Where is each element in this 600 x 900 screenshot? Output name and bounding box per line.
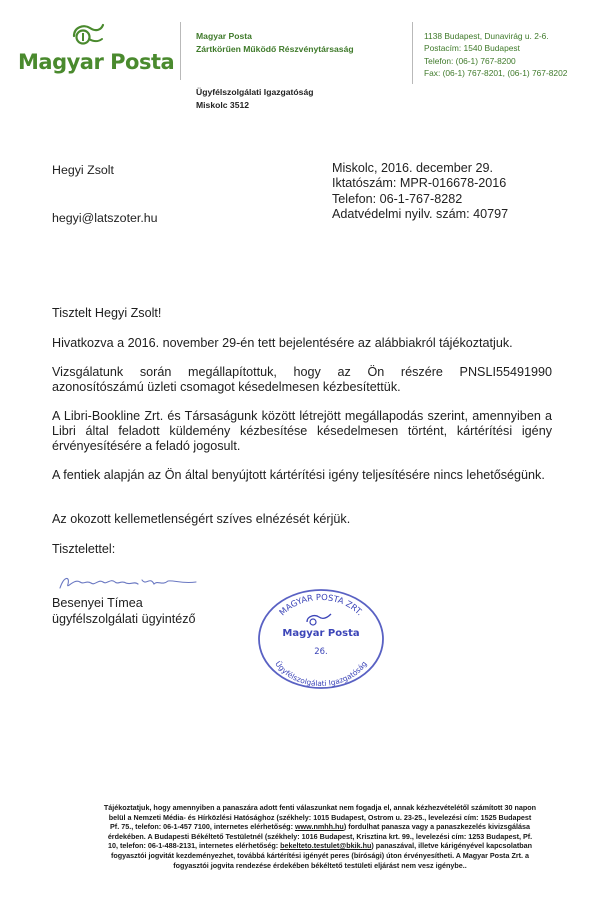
paragraph: Vizsgálatunk során megállapítottuk, hogy az Ön részére PNSLI55491990 azonosítószámú üzleti csomagot késedelmesen kézbesítettük. [52, 365, 552, 395]
company-name: Magyar Posta [196, 31, 252, 41]
department-city: Miskolc 3512 [196, 99, 250, 110]
paragraph: A Libri-Bookline Zrt. és Társaságunk között létrejött megállapodás szerint, amennyiben a Libri által feladott küldemény kézbesítése késedelmesen történt, kártérítési igény érvényesítésére a feladó jogosult. [52, 409, 552, 454]
footer-line: belül a Nemzeti Média- és Hírközlési Hatósághoz (székhely: 1015 Budapest, Ostrom u. 23-25., levelezési cím: 1525 Budapest [108, 812, 532, 822]
footer-line: érdekében. A Budapesti Békéltető Testületnél (székhely: 1016 Budapest, Krisztina krt. 99., levelezési cím: 1253 Budapest, Pf. [107, 831, 533, 841]
footer-line: Tájékoztatjuk, hogy amennyiben a panaszára adott fenti válaszunkat nem fogadja el, annak kézhezvételétől számított 30 napon [103, 803, 537, 812]
magyar-posta-logo [18, 22, 175, 74]
legal-footer [80, 803, 560, 870]
address-line: 1138 Budapest, Dunavirág u. 2-6. [424, 31, 549, 41]
recipient-name: Hegyi Zsolt [52, 163, 114, 177]
recipient-email: hegyi@latszoter.hu [52, 211, 158, 225]
letter-meta [332, 161, 508, 223]
posthorn-icon [70, 22, 106, 48]
contact-phone: Telefon: 06-1-767-8282 [332, 191, 463, 206]
stamp-number: 26. [314, 647, 328, 657]
stamp-top-text: MAGYAR POSTA ZRT. [277, 591, 366, 618]
stamp-center-text: Magyar Posta [282, 628, 360, 639]
logo-text: Magyar Posta [18, 50, 175, 74]
header-phone: Telefon: (06-1) 767-8200 [424, 55, 516, 66]
place-date: Miskolc, 2016. december 29. [332, 161, 494, 175]
footer-line: Pf. 75., telefon: 06-1-457 7100, internetes elérhetőség: www.nmhh.hu) fordulhat panasza vagy a panaszkezelés kivizsgálása [110, 822, 530, 832]
signer-name: Besenyei Tímea [52, 596, 143, 610]
company-block [196, 30, 354, 55]
handwritten-signature [58, 572, 208, 594]
department-name: Ügyfélszolgálati Igazgatóság [196, 87, 314, 97]
bkik-email-link[interactable]: bekelteto.testulet@bkik.hu [280, 841, 372, 851]
paragraph: A fentiek alapján az Ön által benyújtott kártérítési igény teljesítésére nincs lehetőségünk. [52, 468, 545, 482]
privacy-id: Adatvédelmi nyilv. szám: 40797 [332, 207, 509, 222]
stamp-bottom-text: Ügyfélszolgálati Igazgatóság [273, 659, 369, 689]
salutation: Tisztelt Hegyi Zsolt! [52, 306, 162, 320]
stamp-graphic [255, 586, 387, 692]
header-divider [180, 22, 181, 80]
company-form: Zártkörűen Működő Részvénytársaság [196, 43, 354, 54]
paragraph: Az okozott kellemetlenségért szíves elnézését kérjük. [52, 512, 351, 526]
postal-address: Postacím: 1540 Budapest [424, 43, 520, 54]
nmhh-link[interactable]: www.nmhh.hu [294, 822, 344, 832]
footer-line: fogyasztói jogvita rendezése érdekében békéltető testületi eljárást nem vesz igénybe.. [173, 860, 467, 870]
footer-line: fogyasztói jogvitát kezdeményezhet, továbbá kártérítési igényét peres (bírósági) úton érvényesítheti. A Magyar Posta Zrt. a [110, 850, 530, 860]
signer-title: ügyfélszolgálati ügyintéző [52, 612, 196, 626]
department-block [196, 86, 313, 111]
footer-line: 10, telefon: 06-1-488-2131, internetes elérhetőség: bekelteto.testulet@bkik.hu) panaszával, illetve kárigényével kapcsolatban [107, 841, 533, 851]
address-block [424, 30, 567, 79]
official-stamp [255, 586, 387, 692]
header-divider [412, 22, 413, 84]
reference-number: Iktatószám: MPR-016678-2016 [332, 176, 507, 191]
header-fax: Fax: (06-1) 767-8201, (06-1) 767-8202 [424, 67, 568, 78]
paragraph: Hivatkozva a 2016. november 29-én tett bejelentésére az alábbiakról tájékoztatjuk. [52, 336, 513, 350]
closing: Tisztelettel: [52, 542, 116, 556]
signer-block [52, 595, 196, 627]
